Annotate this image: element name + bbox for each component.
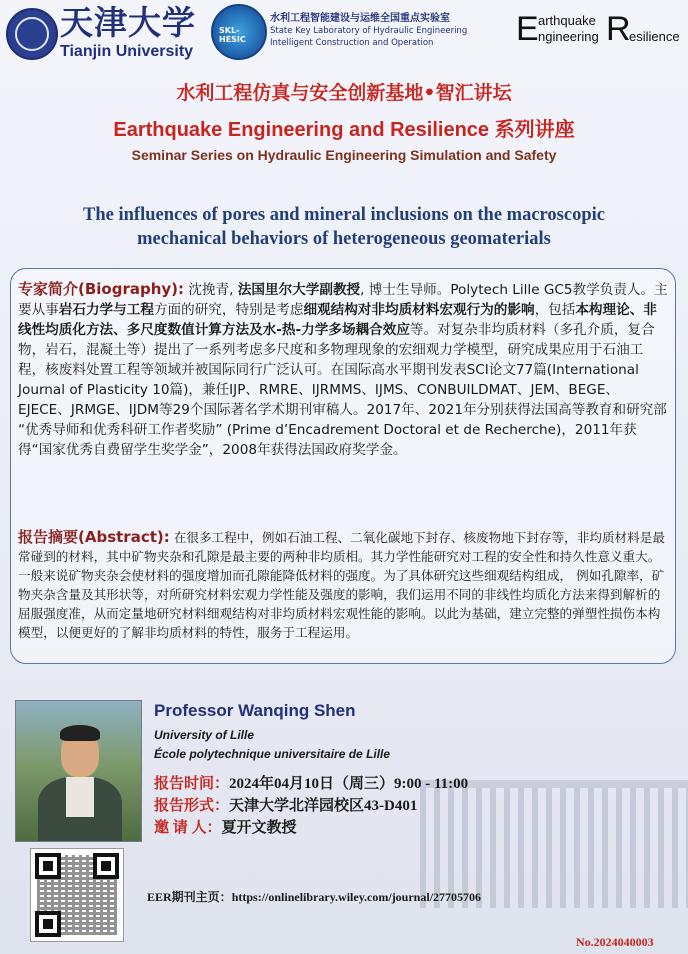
speaker-affiliation-1: University of Lille xyxy=(154,728,255,742)
abstract xyxy=(18,528,668,642)
poster-number: No.2024040003 xyxy=(576,935,654,949)
talk-host xyxy=(154,816,297,837)
eer-url: https://onlinelibrary.wiley.com/journal/27705706 xyxy=(231,890,482,904)
qr-code[interactable] xyxy=(30,848,124,942)
eer-label: EER期刊主页： xyxy=(147,890,232,904)
bio-bold-1: 法国里尔大学副教授 xyxy=(237,282,361,298)
lab-logo xyxy=(211,4,267,60)
bio-text-4: ，包括 xyxy=(534,302,576,318)
eer-logo-r: R xyxy=(606,10,631,48)
talk-form-label: 报告形式： xyxy=(154,798,230,814)
eer-logo-ngineering: ngineering xyxy=(538,29,599,44)
talk-time-label: 报告时间： xyxy=(154,776,230,792)
eer-logo xyxy=(516,12,686,46)
talk-host-value: 夏开文教授 xyxy=(221,820,297,836)
bio-bold-2: 岩石力学与工程 xyxy=(58,302,154,318)
bio-label: 专家简介(Biography): xyxy=(18,280,185,298)
bio-text-3: 方面的研究，特别是考虑 xyxy=(153,302,304,318)
lab-logo-text: SKL-HESIC xyxy=(219,26,246,44)
tju-name-en: Tianjin University xyxy=(60,43,194,60)
speaker-affiliation-2: École polytechnique universitaire de Lille xyxy=(154,747,391,761)
abstract-text: 在很多工程中，例如石油工程、二氧化碳地下封存、核废物地下封存等，非均质材料是最常碰到的材料，其中矿物夹杂和孔隙是最主要的两种非均质相。其力学性能研究对工程的安全性和持久性意义重大。一般来说矿物夹杂会使材料的强度增加而孔隙能降低材料的强度。为了具体研究这些细观结构组成， 例如孔隙率，矿物夹杂含量及其形状等，对所研究材料宏观力学性能及强度的影响，我们运用不同的非线性均质化方法来得到解析的屈服强度准，从而定量地研究材料细观结构对非均质材料宏观性能的影响。以此为基础，建立完整的弹塑性损伤本构模型，以便更好的了解非均质材料的特性，服务于工程运用。 xyxy=(18,530,665,640)
talk-time-value: 2024年04月10日（周三）9:00 - 11:00 xyxy=(229,776,469,792)
eer-logo-arthquake: arthquake xyxy=(538,13,596,28)
bio-text-1: 沈挽青, xyxy=(184,282,238,298)
eer-journal-link[interactable] xyxy=(147,888,481,905)
abstract-label: 报告摘要(Abstract): xyxy=(18,528,170,546)
tju-seal-logo xyxy=(6,8,58,60)
forum-title: 水利工程仿真与安全创新基地•智汇讲坛 xyxy=(176,82,512,104)
talk-form-value: 天津大学北洋园校区43-D401 xyxy=(229,798,418,814)
series-title: Earthquake Engineering and Resilience 系列讲座 xyxy=(113,119,575,141)
lab-name-en: State Key Laboratory of Hydraulic Engineering Intelligent Construction and Operation xyxy=(270,26,468,48)
talk-time xyxy=(154,772,468,793)
speaker-name: Professor Wanqing Shen xyxy=(154,701,356,720)
speaker-photo xyxy=(15,700,142,842)
bio-text-5: 等。对复杂非均质材料（多孔介质，复合物，岩石，混凝土等）提出了一系列考虑多尺度和多物理现象的宏细观力学模型，研究成果应用于石油工程，核废料处置工程等领域并被国际同行广泛认可。在国际高水平期刊发表SCI论文77篇(International Journal of Plasticity 10篇)，兼任IJP、RMRE、IJRMMS、IJMS、CONBUILDMAT、JEM、BEGE、EJECE、JRMGE、IJDM等29个国际著名学术期刊审稿人。2017年、2021年分别获得法国高等教育和研究部 “优秀导师和优秀科研工作者奖励” (Prime d’Encadrement Doctoral et de Recherche)，2011年获得“国家优秀自费留学生奖学金”，2008年获得法国政府奖学金。 xyxy=(18,322,667,458)
eer-logo-e: E xyxy=(516,10,539,48)
biography xyxy=(18,279,668,460)
talk-host-label: 邀 请 人： xyxy=(154,820,222,836)
tju-name-cn: 天津大学 xyxy=(60,3,196,42)
bio-text-2: , 博士生导师。Polytech Lille GC5教学负责人。主要从事 xyxy=(18,282,668,318)
talk-title-line2: mechanical behaviors of heterogeneous geomaterials xyxy=(137,229,551,249)
eer-logo-esilience: esilience xyxy=(629,29,680,44)
bio-bold-4: 本构理论、非线性均质化方法、多尺度数值计算方法及水-热-力学多场耦合效应 xyxy=(18,302,657,338)
series-subtitle: Seminar Series on Hydraulic Engineering Simulation and Safety xyxy=(131,147,557,163)
talk-title-line1: The influences of pores and mineral inclusions on the macroscopic xyxy=(83,205,605,225)
lab-name-cn: 水利工程智能建设与运维全国重点实验室 xyxy=(270,13,450,24)
bio-bold-3: 细观结构对非均质材料宏观行为的影响 xyxy=(303,302,535,318)
header xyxy=(0,0,688,70)
talk-form xyxy=(154,794,417,815)
talk-title xyxy=(20,203,668,251)
